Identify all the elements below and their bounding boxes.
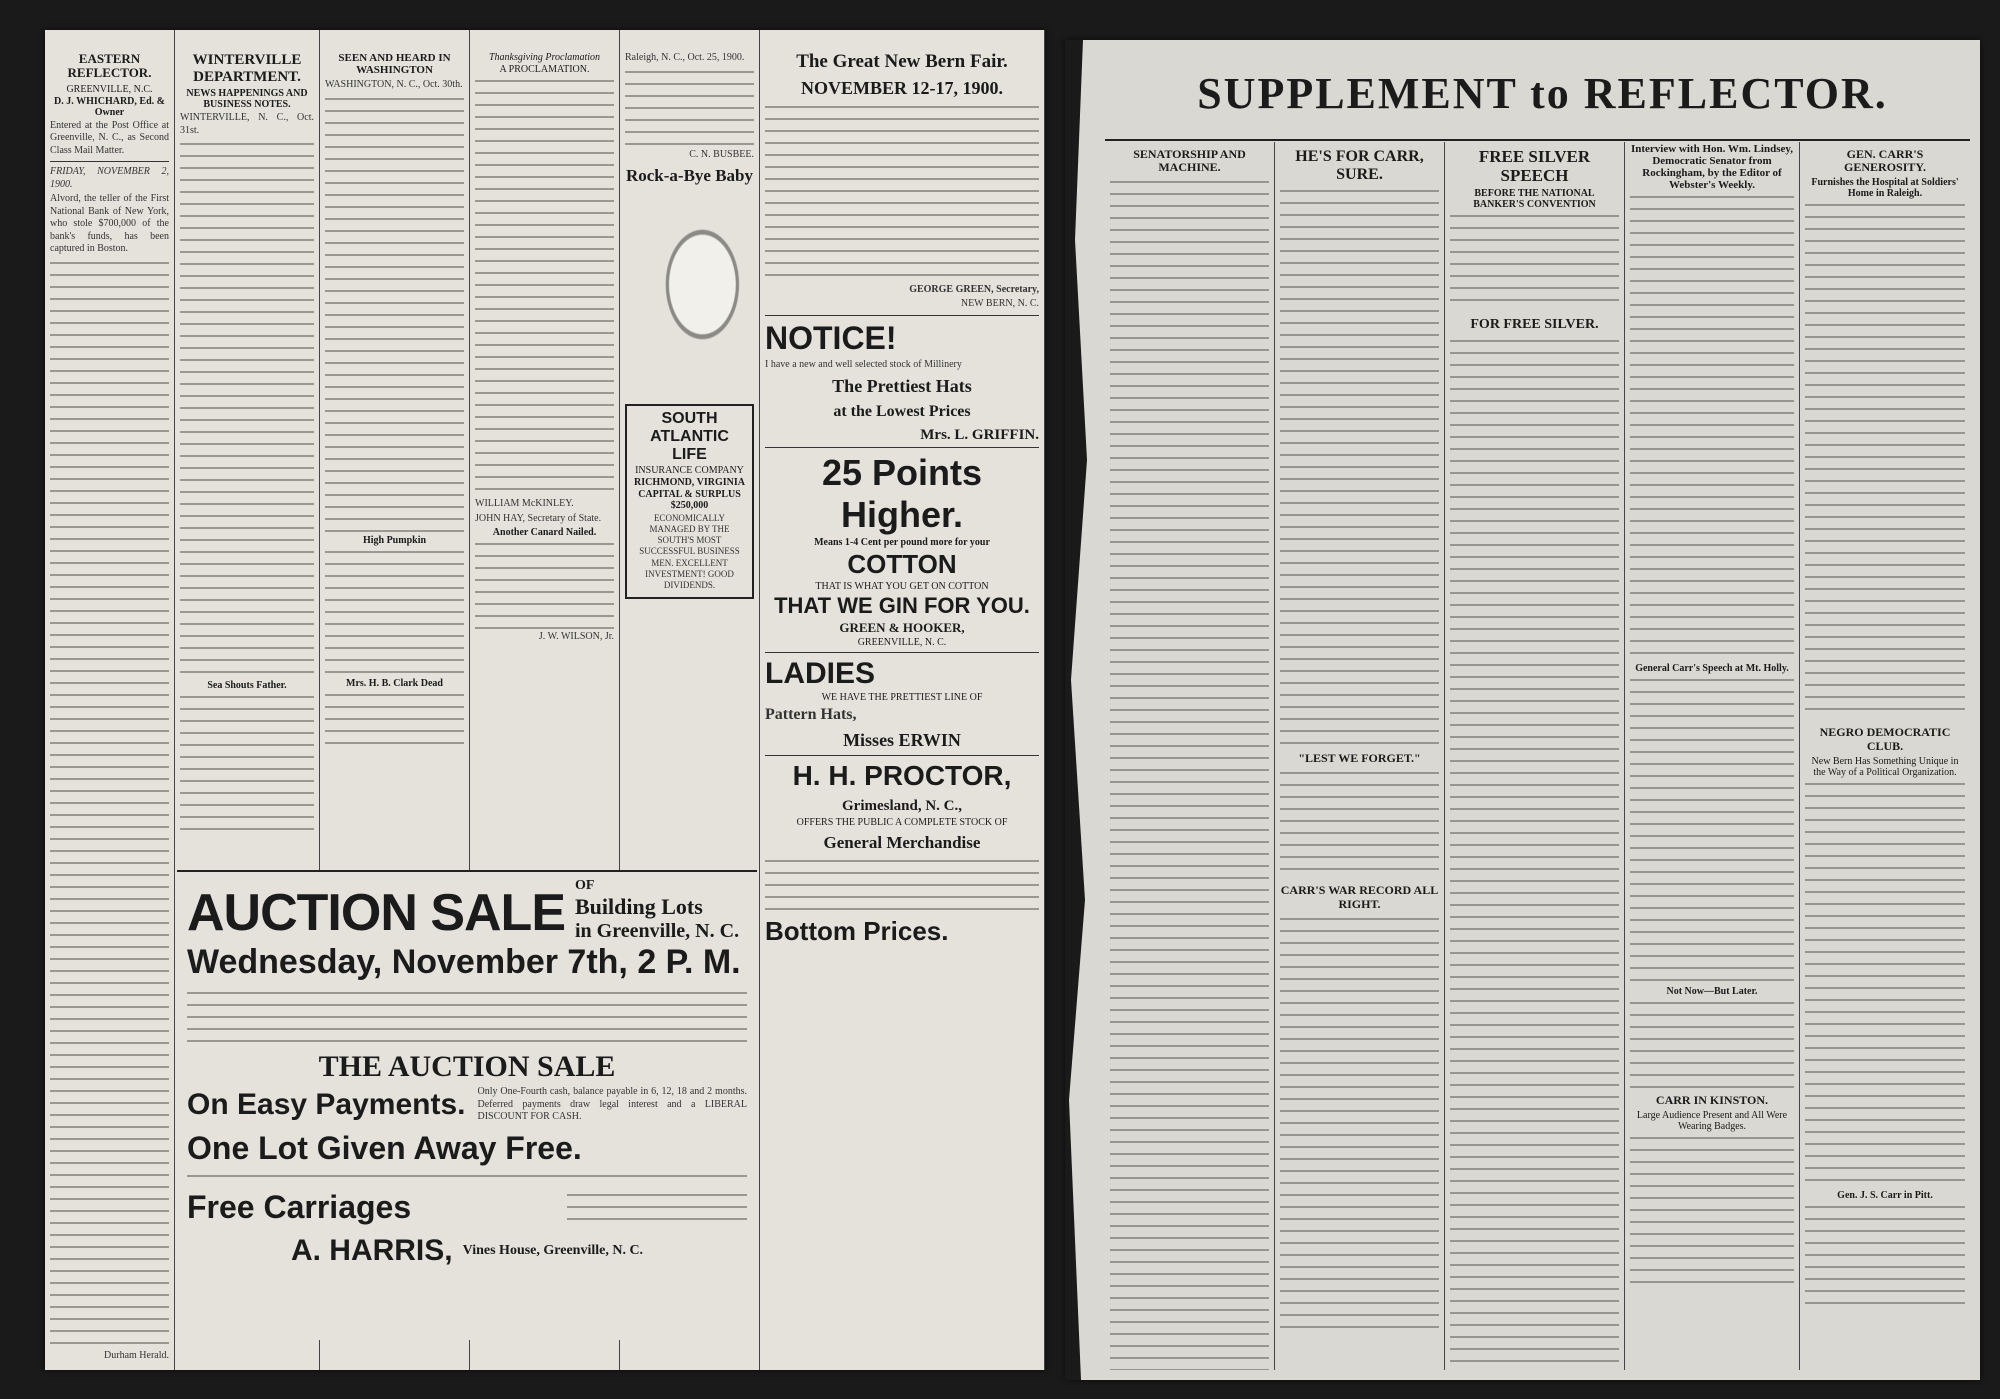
- column-text: [1280, 914, 1439, 1334]
- ad-title: Rock-a-Bye Baby: [625, 166, 754, 185]
- mt-holly-speech: General Carr's Speech at Mt. Holly.: [1635, 663, 1789, 674]
- divider: [765, 755, 1039, 756]
- column-eastern-reflector: [45, 30, 175, 1370]
- pattern-hats: Pattern Hats,: [765, 706, 857, 724]
- column-text: [765, 102, 1039, 282]
- banner-rule: [1105, 139, 1970, 141]
- insurance-city: RICHMOND, VIRGINIA: [634, 476, 745, 488]
- issue-date: FRIDAY, NOVEMBER 2, 1900.: [50, 166, 169, 190]
- fair-signature-city: NEW BERN, N. C.: [960, 298, 1039, 310]
- divider: [765, 315, 1039, 316]
- column-text: [50, 258, 169, 1348]
- washington-dateline: WASHINGTON, N. C., Oct. 30th.: [325, 79, 463, 91]
- supplement-banner: SUPPLEMENT to REFLECTOR.: [1197, 69, 1888, 118]
- torn-edge: [1065, 40, 1105, 1380]
- column-text: [325, 94, 464, 534]
- not-now: Not Now—But Later.: [1666, 986, 1758, 997]
- grimesland: Grimesland, N. C.,: [842, 797, 962, 814]
- column-text: [475, 539, 614, 629]
- right-supplement-page: [1065, 40, 1980, 1380]
- masthead-city: GREENVILLE, N.C.: [66, 83, 153, 95]
- negro-club: NEGRO DEMOCRATIC CLUB.: [1819, 725, 1951, 753]
- winterville-dateline: WINTERVILLE, N. C., Oct. 31st.: [180, 112, 314, 136]
- proclamation-sub: A PROCLAMATION.: [499, 64, 590, 75]
- lest-we-forget: "LEST WE FORGET.": [1298, 751, 1421, 766]
- column-text: [1110, 177, 1269, 1370]
- column-text: [1630, 998, 1794, 1088]
- insurance-title: SOUTH ATLANTIC LIFE: [650, 409, 729, 463]
- masthead-owner: D. J. WHICHARD, Ed. & Owner: [54, 95, 165, 118]
- column-text: [325, 690, 464, 750]
- prices-heading: at the Lowest Prices: [833, 402, 971, 420]
- negro-club-sub: New Bern Has Something Unique in the Way of a Political Organization.: [1811, 755, 1959, 778]
- free-silver-quote: FOR FREE SILVER.: [1470, 317, 1599, 333]
- column-text: [180, 139, 314, 679]
- offers: OFFERS THE PUBLIC A COMPLETE STOCK OF: [796, 817, 1008, 829]
- auction-sale-ad: [177, 870, 757, 1340]
- signoff: C. N. BUSBEE.: [689, 148, 754, 160]
- fair-signature: GEORGE GREEN, Secretary,: [909, 283, 1039, 295]
- signoff: J. W. WILSON, Jr.: [538, 631, 614, 642]
- column-text: [325, 547, 464, 677]
- auction-lots: Building Lots: [575, 894, 703, 919]
- lead-paragraph: Alvord, the teller of the First National Bank of New York, who stole $700,000 of the bank's funds, has been captured in Boston.: [50, 193, 169, 255]
- column-text: [1630, 192, 1794, 662]
- carr-title: HE'S FOR CARR, SURE.: [1295, 148, 1424, 183]
- winterville-title: WINTERVILLE DEPARTMENT.: [192, 52, 302, 85]
- dateline: Raleigh, N. C., Oct. 25, 1900.: [625, 52, 745, 63]
- baby-illustration: [625, 190, 754, 400]
- insurance-sub: INSURANCE COMPANY: [635, 464, 744, 476]
- signature: JOHN HAY, Secretary of State.: [475, 512, 602, 524]
- column-text: [1280, 186, 1439, 746]
- free-silver-title: FREE SILVER SPEECH: [1478, 147, 1591, 185]
- column-text: [1630, 675, 1794, 985]
- notice-heading: NOTICE!: [765, 319, 897, 356]
- gin-firm: GREEN & HOOKER,: [839, 620, 965, 636]
- auction-place: in Greenville, N. C.: [575, 920, 740, 942]
- auction-when: Wednesday, November 7th, 2 P. M.: [187, 943, 741, 981]
- hats-heading: The Prettiest Hats: [832, 376, 972, 397]
- notice-text: I have a new and well selected stock of Millinery: [765, 358, 962, 370]
- erwin-heading: Misses ERWIN: [843, 730, 961, 751]
- points-sub: Means 1-4 Cent per pound more for your: [814, 537, 990, 549]
- column-text: [1450, 211, 1619, 311]
- divider: [50, 161, 169, 162]
- supplement-columns: [1105, 142, 1970, 1370]
- column-text: [1450, 336, 1619, 1370]
- insurance-note: ECONOMICALLY MANAGED BY THE SOUTH'S MOST SUCCESSFUL BUSINESS MEN. EXCELLENT INVESTMENT! GOOD DIVIDENDS.: [639, 512, 740, 591]
- millinery-seller: Mrs. L. GRIFFIN.: [920, 426, 1039, 443]
- kinston-sub: Large Audience Present and All Were Wearing Badges.: [1636, 1110, 1788, 1133]
- signoff: Durham Herald.: [104, 1349, 169, 1361]
- column-text: [475, 76, 614, 496]
- gin-heading: THAT WE GIN FOR YOU.: [774, 593, 1030, 619]
- carr-in-pitt: Gen. J. S. Carr in Pitt.: [1837, 1189, 1933, 1201]
- winterville-subtitle: NEWS HAPPENINGS AND BUSINESS NOTES.: [186, 88, 308, 110]
- auction-text: [187, 988, 747, 1044]
- auction-text: [567, 1190, 747, 1226]
- generosity-title: GEN. CARR'S GENEROSITY.: [1844, 147, 1926, 175]
- masthead: EASTERN REFLECTOR.: [67, 51, 152, 81]
- points-heading: 25 Points Higher.: [821, 452, 983, 536]
- washington-title: SEEN AND HEARD IN WASHINGTON: [338, 52, 451, 77]
- column-text: [1805, 200, 1965, 720]
- proclamation-title: Thanksgiving Proclamation: [488, 52, 600, 63]
- column-text: [625, 67, 754, 147]
- column-generosity: [1800, 142, 1970, 1370]
- insurance-ad: [625, 404, 754, 600]
- left-newspaper-page: [45, 30, 1045, 1370]
- divider: [765, 447, 1039, 448]
- war-record: CARR'S WAR RECORD ALL RIGHT.: [1280, 883, 1439, 911]
- carr-in-kinston: CARR IN KINSTON.: [1655, 1093, 1769, 1107]
- proctor-heading: H. H. PROCTOR,: [792, 759, 1012, 791]
- auction-text: [187, 1171, 747, 1185]
- auction-terms: Only One-Fourth cash, balance payable in 6, 12, 18 and 2 months. Deferred payments draw legal interest and a LIBERAL DISCOUNT FOR CASH.: [477, 1086, 747, 1122]
- auction-free-lot: One Lot Given Away Free.: [187, 1129, 582, 1166]
- divider: [765, 652, 1039, 653]
- cotton-sub: THAT IS WHAT YOU GET ON COTTON: [815, 581, 989, 593]
- auction-harris: A. HARRIS,: [290, 1233, 453, 1267]
- interview-title: Interview with Hon. Wm. Lindsey, Democratic Senator from Rockingham, by the Editor of Webster's Weekly.: [1630, 143, 1794, 191]
- generosity-sub: Furnishes the Hospital at Soldiers' Home in Raleigh.: [1811, 177, 1959, 200]
- section-heading: Sea Shouts Father.: [207, 680, 287, 691]
- ladies-sub: WE HAVE THE PRETTIEST LINE OF: [821, 692, 983, 704]
- auction-payments: On Easy Payments.: [187, 1087, 466, 1121]
- column-free-silver: [1445, 142, 1625, 1370]
- section-heading: High Pumpkin: [362, 534, 427, 546]
- column-text: [765, 856, 1039, 916]
- column-text: [180, 692, 314, 832]
- signature: WILLIAM McKINLEY.: [475, 498, 574, 509]
- senatorship-title: SENATORSHIP AND MACHINE.: [1133, 147, 1246, 175]
- column-text: [1805, 779, 1965, 1189]
- insurance-capital: CAPITAL & SURPLUS $250,000: [638, 488, 741, 511]
- column-text: [1630, 1133, 1794, 1283]
- auction-carriages: Free Carriages: [187, 1188, 412, 1225]
- entered-notice: Entered at the Post Office at Greenville, N. C., as Second Class Mail Matter.: [50, 119, 169, 156]
- section-heading: Another Canard Nailed.: [492, 527, 597, 538]
- gin-city: GREENVILLE, N. C.: [857, 637, 947, 649]
- column-carr: [1275, 142, 1445, 1370]
- section-heading: Mrs. H. B. Clark Dead: [346, 677, 443, 689]
- auction-harris-address: Vines House, Greenville, N. C.: [462, 1242, 644, 1258]
- auction-sale-heading: THE AUCTION SALE: [318, 1050, 616, 1083]
- fair-dates: NOVEMBER 12-17, 1900.: [801, 77, 1003, 98]
- column-text: [1280, 768, 1439, 878]
- free-silver-sub: BEFORE THE NATIONAL BANKER'S CONVENTION: [1473, 188, 1596, 211]
- fair-title: The Great New Bern Fair.: [796, 51, 1008, 72]
- column-interview: [1625, 142, 1800, 1370]
- cotton-heading: COTTON: [847, 549, 957, 580]
- auction-of: OF: [575, 878, 595, 893]
- column-senatorship: [1105, 142, 1275, 1370]
- column-text: [1805, 1202, 1965, 1312]
- column-fair-ads: [760, 30, 1045, 1370]
- ladies-heading: LADIES: [765, 657, 876, 691]
- auction-title: AUCTION SALE: [187, 884, 565, 942]
- merchandise: General Merchandise: [823, 833, 981, 853]
- bottom-prices: Bottom Prices.: [765, 916, 949, 947]
